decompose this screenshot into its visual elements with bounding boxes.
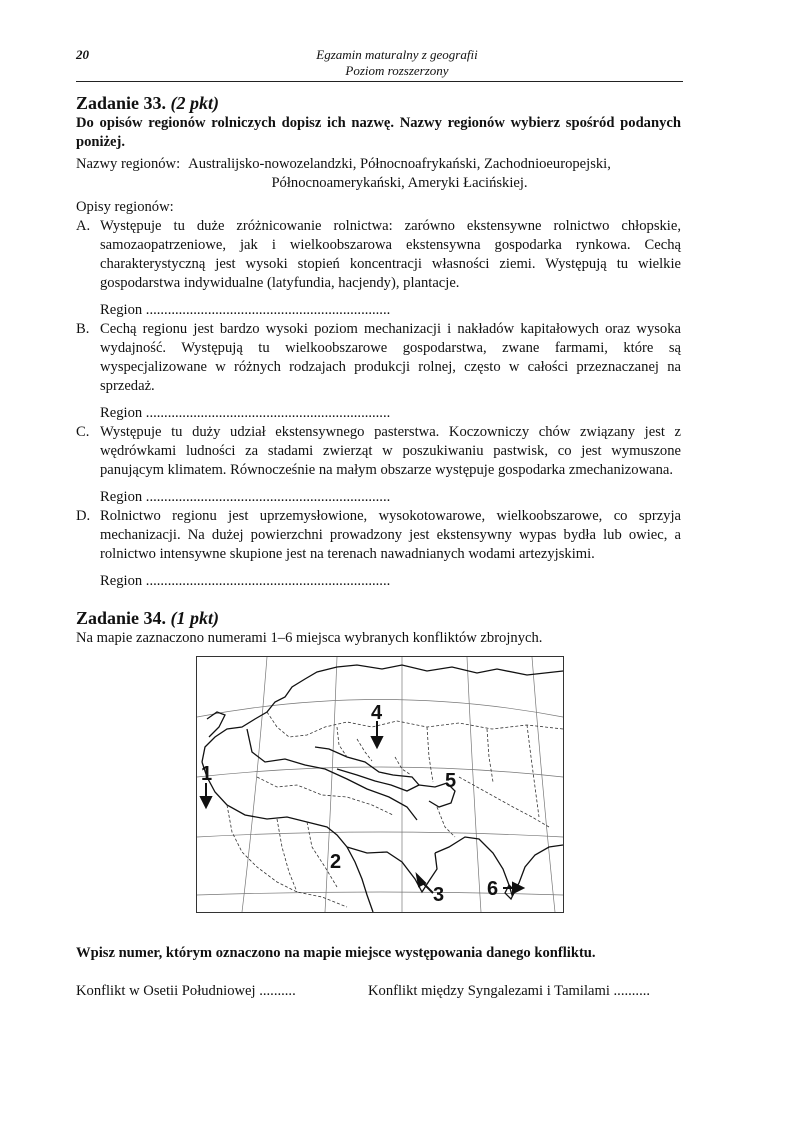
marker-1-label: 1: [201, 763, 213, 785]
item-text: Występuje tu duże zróżnicowanie rolnictwa: zarówno ekstensywne rolnictwo chłopskie, samozaopatrzeniowe, jak i wielkoobszarowa ekstensywna gospodarka rynkowa. Cechą charakterystyczną jest wysoki stopień koncentracji własności ziemi. Występują tu wielkie gospodarstwa indywidualne (latyfundia, hacjendy), plantacje.: [100, 218, 681, 291]
description-item-b: [76, 320, 681, 396]
item-letter: D.: [76, 508, 91, 524]
map-drawing: [197, 657, 563, 912]
region-answer-a[interactable]: Region ...................................................................: [100, 302, 391, 318]
item-letter: A.: [76, 218, 91, 234]
answer-sri-lanka[interactable]: Konflikt między Syngalezami i Tamilami ..........: [368, 983, 651, 999]
map-markers: [201, 702, 498, 906]
region-names-list: [188, 155, 611, 193]
item-text: Występuje tu duży udział ekstensywnego pasterstwa. Koczowniczy chów związany jest z wędrówkami ludności za stadami zwierząt w poszukiwaniu pastwisk, co jest wymuszone panującym klimatem. Równocześnie na małym obszarze występuje gospodarka zmechanizowana.: [100, 424, 681, 478]
map-graticule: [197, 657, 563, 912]
description-item-a: [76, 217, 681, 293]
region-answer-c[interactable]: Region ...................................................................: [100, 489, 391, 505]
descriptions-label: Opisy regionów:: [76, 199, 174, 215]
marker-6-label: 6: [487, 878, 499, 900]
task34-points: (1 pkt): [170, 608, 220, 628]
item-letter: C.: [76, 424, 90, 440]
page-content: [76, 92, 681, 1001]
task34-title: Zadanie 34.: [76, 608, 167, 628]
description-item-d: [76, 507, 681, 564]
description-item-c: [76, 423, 681, 480]
marker-3-arrowhead: [417, 875, 425, 886]
header-title-line2: Poziom rozszerzony: [345, 63, 449, 78]
task34-answers: [76, 982, 681, 1001]
header-title-line1: Egzamin maturalny z geografii: [316, 47, 478, 62]
region-answer-d[interactable]: Region ...................................................................: [100, 573, 391, 589]
region-names: [76, 155, 681, 193]
marker-4-arrowhead: [372, 737, 382, 747]
task33-points: (2 pkt): [170, 93, 220, 113]
conflict-map: [196, 656, 564, 913]
answer-ossetia[interactable]: Konflikt w Osetii Południowej ..........: [76, 983, 296, 999]
item-text: Cechą regionu jest bardzo wysoki poziom mechanizacji i nakładów kapitałowych oraz wysoka wydajność. Występują tu wielkoobszarowe gospodarstwa, zwane farmami, które są wyspecjalizowane w różnych rodzajach produkcji rolnej, często w całości przeznaczanej na sprzedaż.: [100, 321, 681, 394]
region-answer-b[interactable]: Region ...................................................................: [100, 405, 391, 421]
marker-3-label: 3: [433, 884, 445, 906]
marker-6-arrowhead: [513, 883, 523, 893]
region-names-label: Nazwy regionów:: [76, 156, 181, 172]
region-names-line1: Australijsko-nowozelandzki, Północnoafrykański, Zachodnioeuropejski,: [188, 156, 611, 172]
map-coastlines: [202, 665, 563, 912]
marker-4-label: 4: [371, 702, 383, 724]
task34-instruction: Wpisz numer, którym oznaczono na mapie miejsce występowania danego konfliktu.: [76, 945, 596, 961]
page-header: [0, 47, 794, 79]
task33-instruction: Do opisów regionów rolniczych dopisz ich nazwę. Nazwy regionów wybierz spośród podanych poniżej.: [76, 115, 681, 150]
header-divider: [76, 81, 683, 82]
page-number: 20: [76, 47, 89, 62]
task33-heading: [76, 92, 681, 114]
region-names-line2: Północnoamerykański, Ameryki Łacińskiej.: [271, 175, 528, 191]
marker-5-label: 5: [445, 770, 457, 792]
task34-heading: [76, 607, 681, 629]
task33-title: Zadanie 33.: [76, 93, 167, 113]
task34-intro: Na mapie zaznaczono numerami 1–6 miejsca wybranych konfliktów zbrojnych.: [76, 630, 543, 646]
item-text: Rolnictwo regionu jest uprzemysłowione, wysokotowarowe, wielkoobszarowe, co sprzyja mechanizacji. Na dużej powierzchni prowadzony jest ekstensywny wypas bydła lub owiec, a rolnictwo intensywne skupione jest na terenach nawadnianych wodami artezyjskimi.: [100, 508, 681, 562]
map-borders: [227, 712, 563, 907]
marker-1-arrowhead: [201, 797, 211, 807]
item-letter: B.: [76, 321, 90, 337]
marker-2-label: 2: [330, 851, 342, 873]
